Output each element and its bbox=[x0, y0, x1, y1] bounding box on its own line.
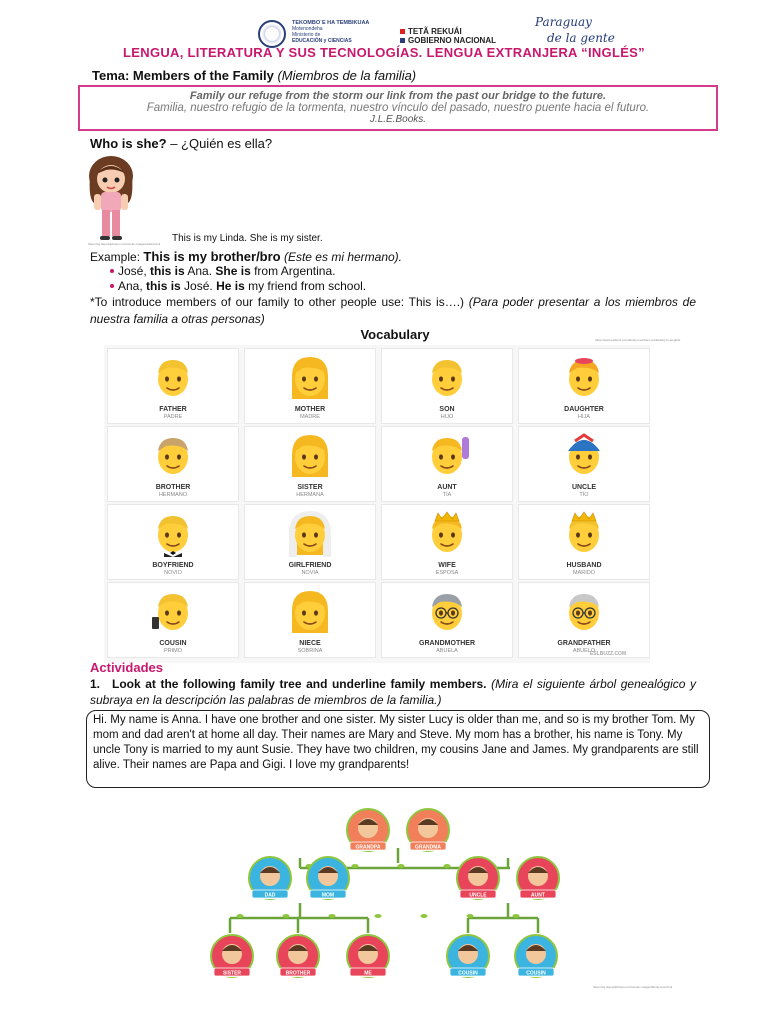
vocab-card-son bbox=[382, 349, 512, 423]
red-square-icon bbox=[400, 29, 405, 34]
grandfather-face-icon bbox=[561, 589, 607, 635]
tree-node-label: GRANDPA bbox=[355, 844, 381, 851]
tree-node-label: BROTHER bbox=[285, 970, 311, 977]
vocab-word-spanish: HIJO bbox=[440, 414, 454, 420]
vocab-card-boyfriend bbox=[108, 505, 238, 579]
tree-node-label: UNCLE bbox=[469, 892, 487, 899]
boyfriend-face-icon bbox=[150, 511, 196, 557]
tree-node-label: ME bbox=[364, 970, 372, 977]
cousin-face-icon bbox=[150, 589, 196, 635]
vocab-word-spanish: MARIDO bbox=[573, 570, 595, 576]
leaf-icon bbox=[421, 914, 428, 918]
leaf-icon bbox=[237, 914, 244, 918]
activity-number: 1. bbox=[90, 677, 101, 691]
vocab-word-english: WIFE bbox=[438, 562, 456, 569]
grid-watermark: ESLBUZZ.COM bbox=[590, 651, 627, 657]
vocab-card-father bbox=[108, 349, 238, 423]
vocab-word-english: BOYFRIEND bbox=[152, 562, 194, 569]
tree-node-label: GRANDMA bbox=[414, 844, 442, 851]
vocab-word-spanish: HERMANO bbox=[158, 492, 188, 498]
grandmother-face-icon bbox=[424, 589, 470, 635]
vocab-word-english: FATHER bbox=[159, 406, 187, 413]
vocabulary-title: Vocabulary bbox=[360, 327, 430, 342]
vocab-word-english: GIRLFRIEND bbox=[288, 562, 332, 569]
vocab-word-spanish: ABUELO bbox=[572, 648, 596, 654]
vocabulary-grid bbox=[104, 345, 650, 663]
intro-paragraph bbox=[90, 294, 696, 328]
slogan-logo bbox=[535, 16, 615, 44]
ministry-line-4: EDUCACIÓN y CIENCIAS bbox=[292, 38, 352, 44]
ministry-logo-text bbox=[292, 20, 369, 44]
family-tree-source: https://sg.depositphotos.com/vector-images/family-tree.html bbox=[593, 985, 673, 989]
who-translation: – ¿Quién es ella? bbox=[170, 136, 273, 151]
vocab-word-english: NIECE bbox=[299, 640, 321, 647]
tree-node-label: DAD bbox=[264, 892, 276, 899]
blue-square-icon bbox=[400, 38, 405, 43]
uncle-face-icon bbox=[561, 433, 607, 479]
vocab-word-english: COUSIN bbox=[159, 640, 187, 647]
bullet-1-part-d: She is bbox=[215, 264, 251, 278]
example-line bbox=[90, 249, 402, 264]
leaf-icon bbox=[375, 914, 382, 918]
aunt-face-icon bbox=[424, 433, 470, 479]
vocab-card-mother bbox=[245, 349, 375, 423]
intro-text: *To introduce members of our family to other people use: This is….) bbox=[90, 295, 465, 309]
ministry-seal-icon bbox=[258, 20, 286, 48]
vocab-word-spanish: SOBRINA bbox=[297, 648, 323, 654]
vocab-word-english: SON bbox=[439, 406, 455, 413]
leaf-icon bbox=[467, 914, 474, 918]
leaf-icon bbox=[329, 914, 336, 918]
tree-node-uncle-4 bbox=[457, 857, 499, 899]
vocab-card-girlfriend bbox=[245, 505, 375, 579]
daughter-face-icon bbox=[561, 355, 607, 401]
vocab-word-english: SISTER bbox=[297, 484, 323, 491]
government-logo bbox=[400, 27, 496, 45]
girlfriend-face-icon bbox=[287, 511, 333, 557]
quote-spanish: Familia, nuestro refugio de la tormenta, nuestro vínculo del pasado, nuestro puente hacia el futuro. bbox=[146, 102, 650, 114]
vocab-word-spanish: NOVIA bbox=[301, 570, 319, 576]
slogan-line-2: de la gente bbox=[547, 31, 615, 45]
activity-translation: (Mira el siguiente árbol genealógico y subraya en la descripción las palabras de miembros de la familia.) bbox=[90, 677, 697, 707]
vocab-word-spanish: PRIMO bbox=[163, 648, 183, 654]
vocab-word-spanish: TÍA bbox=[442, 492, 452, 498]
who-question-text: Who is she? bbox=[90, 136, 167, 151]
activities-heading: Actividades bbox=[90, 660, 163, 675]
bullet-2-part-c: José. bbox=[180, 279, 217, 293]
ministry-line-3: Ministerio de bbox=[292, 32, 321, 38]
gov-line-1: TETÃ REKUÁI bbox=[408, 27, 462, 36]
vocab-card-uncle bbox=[519, 427, 649, 501]
example-bullet-1 bbox=[118, 264, 335, 278]
vocab-word-spanish: ESPOSA bbox=[435, 570, 459, 576]
bullet-1-part-a: José, bbox=[118, 264, 151, 278]
tree-node-cousin-9 bbox=[447, 935, 489, 977]
family-tree-illustration bbox=[200, 808, 586, 978]
vocab-card-sister bbox=[245, 427, 375, 501]
vocab-word-english: HUSBAND bbox=[566, 562, 602, 569]
vocab-word-english: BROTHER bbox=[155, 484, 191, 491]
quote-box bbox=[78, 85, 718, 131]
bullet-1-part-c: Ana. bbox=[184, 264, 216, 278]
vocab-word-spanish: PADRE bbox=[163, 414, 183, 420]
bullet-2-part-d: He is bbox=[216, 279, 245, 293]
intro-translation: (Para poder presentar a los miembros de nuestra familia a otras personas) bbox=[90, 295, 696, 326]
son-face-icon bbox=[424, 355, 470, 401]
vocab-card-aunt bbox=[382, 427, 512, 501]
example-bullet-2 bbox=[118, 279, 366, 293]
topic-translation: (Miembros de la familia) bbox=[277, 68, 417, 83]
example-label: Example: bbox=[90, 250, 141, 264]
tree-node-label: MOM bbox=[321, 892, 335, 899]
vocab-card-grandfather bbox=[519, 583, 649, 657]
vocab-word-spanish: MADRE bbox=[300, 414, 320, 420]
gov-line-2: GOBIERNO NACIONAL bbox=[408, 36, 496, 45]
vocab-card-niece bbox=[245, 583, 375, 657]
vocab-word-spanish: HERMANA bbox=[296, 492, 324, 498]
slogan-line-1: Paraguay bbox=[535, 15, 592, 29]
vocab-card-grandmother bbox=[382, 583, 512, 657]
bullet-icon bbox=[110, 284, 114, 288]
vocab-word-spanish: TÍO bbox=[579, 492, 589, 498]
mother-face-icon bbox=[287, 355, 333, 401]
tree-node-label: COUSIN bbox=[458, 970, 478, 977]
tree-node-mom-3 bbox=[307, 857, 349, 899]
vocab-card-cousin bbox=[108, 583, 238, 657]
leaf-icon bbox=[513, 914, 520, 918]
vocab-word-english: DAUGHTER bbox=[564, 406, 604, 413]
bullet-2-part-a: Ana, bbox=[118, 279, 147, 293]
vocab-word-english: GRANDMOTHER bbox=[419, 640, 475, 647]
vocab-word-english: AUNT bbox=[437, 484, 457, 491]
leaf-icon bbox=[398, 864, 405, 868]
leaf-icon bbox=[352, 864, 359, 868]
linda-image-source: https://sg.depositphotos.com/vector-images/sister.html bbox=[88, 242, 161, 246]
vocab-word-spanish: HIJA bbox=[578, 414, 590, 420]
tree-node-aunt-5 bbox=[517, 857, 559, 899]
ministry-line-1: TEKOMBO´E HA TEMBIKUAA bbox=[292, 20, 370, 26]
quote-english: Family our refuge from the storm our link from the past our bridge to the future. bbox=[189, 90, 607, 102]
husband-face-icon bbox=[561, 511, 607, 557]
wife-face-icon bbox=[424, 511, 470, 557]
tree-node-sister-6 bbox=[211, 935, 253, 977]
story-box: Hi. My name is Anna. I have one brother and one sister. My sister Lucy is older than me, and so is my brother Tom. My mom and dad aren't at home all day. Their names are Mary and Steve. My mom has a brother, his name is Tony. My uncle Tony is married to my aunt Susie. They have two children, my cousins Jane and James. My grandparents are still alive. Their names are Papa and Gigi. I love my grandparents! bbox=[86, 710, 710, 788]
bullet-2-part-e: my friend from school. bbox=[244, 279, 367, 293]
vocab-card-husband bbox=[519, 505, 649, 579]
topic-heading bbox=[92, 68, 416, 83]
bullet-icon bbox=[110, 269, 114, 273]
vocabulary-source: https://www.eslbuzz.com/family-members-vocabulary-in-english/ bbox=[595, 338, 681, 342]
example-phrase: This is my brother/bro bbox=[143, 249, 281, 264]
vocab-word-spanish: ABUELA bbox=[436, 648, 458, 654]
activity-1-instruction bbox=[90, 676, 696, 708]
bullet-1-part-b: this is bbox=[150, 264, 185, 278]
tree-node-grandpa-0 bbox=[347, 809, 389, 851]
vocab-card-brother bbox=[108, 427, 238, 501]
page-title: LENGUA, LITERATURA Y SUS TECNOLOGÍAS. LENGUA EXTRANJERA “INGLÉS” bbox=[123, 45, 645, 60]
ministry-line-2: Motenondeha bbox=[292, 26, 323, 32]
tree-node-brother-7 bbox=[277, 935, 319, 977]
leaf-icon bbox=[444, 864, 451, 868]
father-face-icon bbox=[150, 355, 196, 401]
vocab-word-spanish: NOVIO bbox=[164, 570, 182, 576]
linda-girl-illustration bbox=[80, 154, 142, 242]
topic-label: Tema: Members of the Family bbox=[92, 68, 274, 83]
sister-face-icon bbox=[287, 433, 333, 479]
tree-node-label: COUSIN bbox=[526, 970, 546, 977]
vocab-word-english: UNCLE bbox=[571, 484, 597, 491]
bullet-1-part-e: from Argentina. bbox=[250, 264, 336, 278]
tree-node-label: AUNT bbox=[531, 892, 545, 899]
bullet-2-part-b: this is bbox=[146, 279, 181, 293]
tree-node-grandma-1 bbox=[407, 809, 449, 851]
quote-author: J.L.E.Books. bbox=[369, 114, 427, 125]
example-translation: (Este es mi hermano). bbox=[283, 250, 403, 264]
brother-face-icon bbox=[150, 433, 196, 479]
vocab-word-english: MOTHER bbox=[294, 406, 326, 413]
tree-node-me-8 bbox=[347, 935, 389, 977]
leaf-icon bbox=[283, 914, 290, 918]
niece-face-icon bbox=[287, 589, 333, 635]
vocab-card-daughter bbox=[519, 349, 649, 423]
vocab-card-wife bbox=[382, 505, 512, 579]
linda-caption: This is my Linda. She is my sister. bbox=[172, 233, 323, 244]
activity-instruction-text: Look at the following family tree and underline family members. bbox=[112, 677, 487, 691]
vocab-word-english: GRANDFATHER bbox=[557, 640, 611, 647]
who-question bbox=[90, 136, 272, 151]
tree-node-label: SISTER bbox=[222, 970, 242, 977]
tree-node-dad-2 bbox=[249, 857, 291, 899]
tree-node-cousin-10 bbox=[515, 935, 557, 977]
